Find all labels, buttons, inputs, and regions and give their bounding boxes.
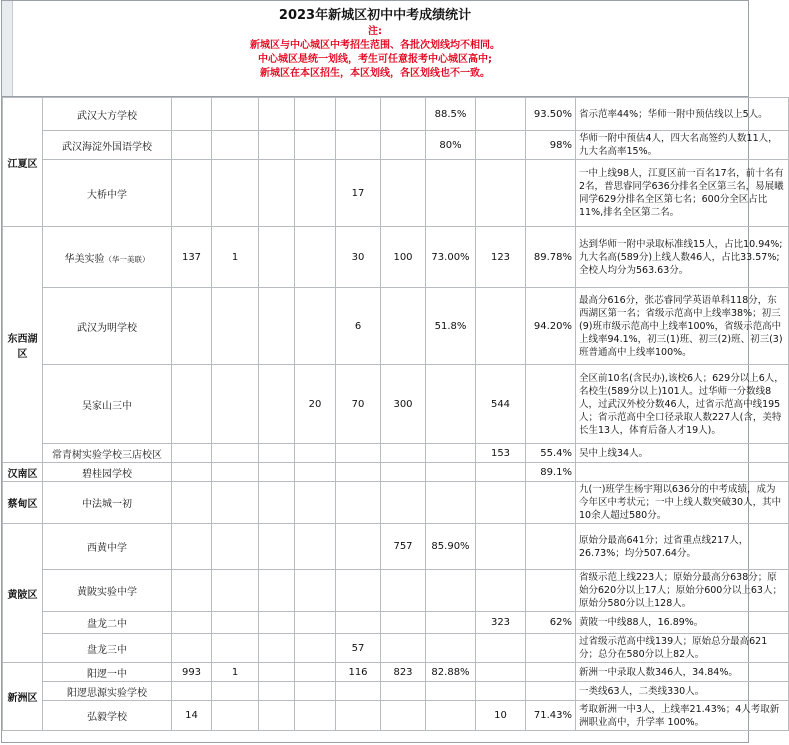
stat-cell-c2 [212, 288, 259, 365]
stat-cell-c6 [381, 288, 426, 365]
stat-cell-c2 [212, 701, 259, 731]
stat-cell-c2: 1 [212, 227, 259, 288]
stat-cell-c8: 123 [476, 227, 526, 288]
stat-cell-c9 [526, 482, 576, 524]
stat-cell-c3 [259, 482, 295, 524]
stat-cell-c4 [295, 612, 336, 634]
stat-cell-c8 [476, 288, 526, 365]
stat-cell-c4 [295, 98, 336, 131]
stat-cell-c1 [172, 463, 212, 482]
stat-cell-c8 [476, 98, 526, 131]
remark-cell: 过省级示范高中线139人；原始总分最高621分；总分在580分以上82人。 [576, 634, 789, 663]
stat-cell-c8 [476, 160, 526, 227]
stat-cell-c4 [295, 682, 336, 701]
stat-cell-c6: 757 [381, 524, 426, 570]
stat-cell-c2 [212, 482, 259, 524]
stat-cell-c8 [476, 682, 526, 701]
stat-cell-c4 [295, 444, 336, 463]
remark-cell: 一中上线98人，江夏区前一百名17名，前十名有2名，普思睿同学636分排名全区第三名，易展曦同学629分排名全区第七名；600分全区占比11%,排名全区第二名。 [576, 160, 789, 227]
school-name: 中法城一初 [82, 499, 132, 510]
table-row [3, 227, 789, 288]
school-name-cell [43, 227, 172, 288]
region-cell: 江夏区 [3, 98, 43, 227]
note-line-2: 中心城区是统一划线，考生可任意报考中心城区高中; [258, 54, 492, 65]
table-row [3, 634, 789, 663]
stat-cell-c6 [381, 463, 426, 482]
stat-cell-c1 [172, 634, 212, 663]
stat-cell-c7: 80% [426, 131, 476, 160]
remark-cell: 省示范率44%；华师一附中预估线以上5人。 [576, 98, 789, 131]
stat-cell-c4 [295, 463, 336, 482]
sheet-title: 2023年新城区初中中考成绩统计 [278, 8, 472, 23]
stat-cell-c5 [336, 131, 381, 160]
region-cell: 汉南区 [3, 463, 43, 482]
school-name: 吴家山三中 [82, 400, 132, 412]
school-name-cell [43, 682, 172, 701]
stat-cell-c8: 544 [476, 365, 526, 444]
remark-cell: 九(一)班学生杨宇翔以636分的中考成绩，成为今年区中考状元；一中上线人数突破30人，其中10余人超过580分。 [576, 482, 789, 524]
stat-cell-c5: 6 [336, 288, 381, 365]
remark-cell: 全区前10名(含民办),该校6人；629分以上6人，名校生(589分以上)101人。过华师一分数线8人，过武汉外校分数46人，过省示范高中线195人；省示范高中全口径录取人数227人(含，美特长生13人，体育后备人才19人)。 [576, 365, 789, 444]
school-name-cell [43, 663, 172, 682]
stat-cell-c1 [172, 524, 212, 570]
stat-cell-c3 [259, 444, 295, 463]
school-name-cell [43, 634, 172, 663]
stat-cell-c5 [336, 463, 381, 482]
stat-cell-c3 [259, 570, 295, 612]
stat-cell-c8: 10 [476, 701, 526, 731]
remark-cell: 一类线63人，二类线330人。 [576, 682, 789, 701]
school-name-cell [43, 160, 172, 227]
stat-cell-c2 [212, 570, 259, 612]
table-row [3, 444, 789, 463]
stat-cell-c5 [336, 98, 381, 131]
school-name: 黄陂实验中学 [77, 587, 137, 598]
stat-cell-c2 [212, 634, 259, 663]
stat-cell-c2 [212, 160, 259, 227]
stat-cell-c3 [259, 701, 295, 731]
stat-cell-c6 [381, 131, 426, 160]
school-tag: （华一美联） [104, 254, 150, 264]
remark-cell: 省级示范上线223人；原始分最高分638分；原始分620分以上17人；原始分600分以上63人；原始分580分以上128人。 [576, 570, 789, 612]
stat-cell-c3 [259, 98, 295, 131]
stat-cell-c7 [426, 701, 476, 731]
school-name: 武汉海淀外国语学校 [62, 141, 152, 153]
school-name: 华美实验 [64, 253, 105, 265]
stat-cell-c3 [259, 463, 295, 482]
table-row [3, 524, 789, 570]
table-row [3, 682, 789, 701]
stat-cell-c2 [212, 524, 259, 570]
stat-cell-c2 [212, 463, 259, 482]
stat-cell-c9: 62% [526, 612, 576, 634]
stat-cell-c8 [476, 663, 526, 682]
stat-cell-c5: 70 [336, 365, 381, 444]
remark-cell [576, 463, 789, 482]
stat-cell-c4 [295, 227, 336, 288]
stat-cell-c4 [295, 634, 336, 663]
table-row [3, 612, 789, 634]
stat-cell-c5: 116 [336, 663, 381, 682]
stat-cell-c7 [426, 634, 476, 663]
stat-cell-c3 [259, 612, 295, 634]
stat-cell-c6 [381, 612, 426, 634]
stat-cell-c1: 993 [172, 663, 212, 682]
stat-cell-c7 [426, 444, 476, 463]
stat-cell-c1 [172, 98, 212, 131]
region-cell: 东西湖区 [3, 227, 43, 463]
stat-cell-c8 [476, 482, 526, 524]
stat-cell-c5: 30 [336, 227, 381, 288]
table-row [3, 570, 789, 612]
stat-cell-c1 [172, 682, 212, 701]
stat-cell-c5 [336, 444, 381, 463]
stat-cell-c3 [259, 227, 295, 288]
stat-cell-c1 [172, 160, 212, 227]
stat-cell-c4 [295, 524, 336, 570]
stat-cell-c8 [476, 634, 526, 663]
stat-cell-c8: 323 [476, 612, 526, 634]
stat-cell-c5 [336, 524, 381, 570]
stat-cell-c9: 94.20% [526, 288, 576, 365]
stat-cell-c5: 57 [336, 634, 381, 663]
school-name-cell [43, 444, 172, 463]
school-name-cell [43, 288, 172, 365]
stat-cell-c1: 14 [172, 701, 212, 731]
remark-cell: 达到华师一附中录取标准线15人，占比10.94%;九大名高(589分)上线人数46人，占比33.57%;全校人均分为563.63分。 [576, 227, 789, 288]
stat-cell-c7: 73.00% [426, 227, 476, 288]
stat-cell-c2 [212, 98, 259, 131]
stat-cell-c6 [381, 482, 426, 524]
school-name: 阳逻一中 [87, 668, 127, 680]
stat-cell-c9: 55.4% [526, 444, 576, 463]
stat-cell-c3 [259, 663, 295, 682]
remark-cell: 最高分616分，张芯睿同学英语单科118分，东西湖区第一名；省级示范高中上线率38%；初三(9)班市级示范高中上线率100%，省级示范高中上线率94.1%，初三(1)班、初三(2)班、初三(3)班普通高中上线率100%。 [576, 288, 789, 365]
stat-cell-c3 [259, 365, 295, 444]
school-name: 盘龙三中 [87, 644, 127, 656]
school-name-cell [43, 482, 172, 524]
stat-cell-c9 [526, 524, 576, 570]
school-name: 常青树实验学校三店校区 [52, 449, 162, 461]
stat-cell-c2 [212, 131, 259, 160]
stat-cell-c9 [526, 682, 576, 701]
stat-cell-c7 [426, 365, 476, 444]
school-name-cell [43, 524, 172, 570]
table-row [3, 482, 789, 524]
stat-cell-c3 [259, 131, 295, 160]
stat-cell-c6 [381, 160, 426, 227]
note-label: 注: [368, 26, 382, 37]
table-body [3, 98, 789, 731]
stat-cell-c6 [381, 570, 426, 612]
stat-cell-c1 [172, 482, 212, 524]
stat-cell-c9 [526, 160, 576, 227]
stat-cell-c7: 88.5% [426, 98, 476, 131]
stat-cell-c5: 17 [336, 160, 381, 227]
stat-cell-c4 [295, 663, 336, 682]
stat-cell-c7 [426, 160, 476, 227]
school-name: 弘毅学校 [87, 712, 127, 723]
stat-cell-c8 [476, 570, 526, 612]
stat-cell-c3 [259, 524, 295, 570]
remark-cell: 新洲一中录取人数346人，34.84%。 [576, 663, 789, 682]
stat-cell-c1 [172, 131, 212, 160]
stat-cell-c7 [426, 570, 476, 612]
row-gutter [2, 1, 13, 96]
school-name-cell [43, 701, 172, 731]
remark-cell: 黄陂一中线88人，16.89%。 [576, 612, 789, 634]
table-row [3, 288, 789, 365]
stat-cell-c4 [295, 570, 336, 612]
school-name: 大桥中学 [87, 189, 127, 201]
stat-cell-c4 [295, 160, 336, 227]
stat-cell-c7 [426, 612, 476, 634]
school-name-cell [43, 98, 172, 131]
table-row [3, 98, 789, 131]
stat-cell-c9: 98% [526, 131, 576, 160]
stat-cell-c7: 85.90% [426, 524, 476, 570]
region-cell: 新洲区 [3, 663, 43, 731]
stat-cell-c6 [381, 98, 426, 131]
stat-cell-c9: 89.78% [526, 227, 576, 288]
stat-cell-c3 [259, 160, 295, 227]
school-name: 阳逻思源实验学校 [67, 687, 147, 699]
stat-cell-c1 [172, 612, 212, 634]
stat-cell-c5 [336, 570, 381, 612]
stat-cell-c7: 51.8% [426, 288, 476, 365]
sheet-header [2, 1, 748, 97]
stat-cell-c6 [381, 444, 426, 463]
stat-cell-c1: 137 [172, 227, 212, 288]
stat-cell-c9: 71.43% [526, 701, 576, 731]
stat-cell-c3 [259, 288, 295, 365]
stat-cell-c5 [336, 701, 381, 731]
school-name: 西黄中学 [87, 543, 127, 554]
stat-cell-c4 [295, 701, 336, 731]
stat-cell-c2: 1 [212, 663, 259, 682]
stat-cell-c9 [526, 570, 576, 612]
stat-cell-c2 [212, 612, 259, 634]
table-row [3, 131, 789, 160]
note-line-3: 新城区在本区招生，本区划线，各区划线也不一致。 [260, 68, 490, 79]
table-row [3, 663, 789, 682]
stat-cell-c3 [259, 682, 295, 701]
stat-cell-c9 [526, 634, 576, 663]
stat-cell-c9 [526, 365, 576, 444]
school-name-cell [43, 612, 172, 634]
school-name: 武汉为明学校 [77, 322, 137, 334]
table-row [3, 701, 789, 731]
school-name-cell [43, 365, 172, 444]
school-name-cell [43, 570, 172, 612]
stat-cell-c4 [295, 131, 336, 160]
stat-cell-c4 [295, 288, 336, 365]
stat-cell-c5 [336, 612, 381, 634]
score-table [2, 97, 789, 731]
stat-cell-c9 [526, 663, 576, 682]
table-row [3, 463, 789, 482]
stat-cell-c7: 82.88% [426, 663, 476, 682]
stat-cell-c1 [172, 570, 212, 612]
school-name: 武汉大方学校 [77, 110, 137, 122]
school-name-cell [43, 131, 172, 160]
stat-cell-c6 [381, 634, 426, 663]
stat-cell-c8 [476, 524, 526, 570]
remark-cell: 考取新洲一中3人，上线率21.43%；4人考取新洲职业高中，升学率 100%。 [576, 701, 789, 731]
stat-cell-c1 [172, 365, 212, 444]
stat-cell-c2 [212, 444, 259, 463]
stat-cell-c7 [426, 482, 476, 524]
stat-cell-c6: 823 [381, 663, 426, 682]
table-row [3, 160, 789, 227]
stat-cell-c9: 89.1% [526, 463, 576, 482]
remark-cell: 华师一附中预估4人，四大名高签约人数11人，九大名高率15%。 [576, 131, 789, 160]
region-cell: 黄陂区 [3, 524, 43, 663]
stat-cell-c7 [426, 463, 476, 482]
stat-cell-c4: 20 [295, 365, 336, 444]
stat-cell-c6: 100 [381, 227, 426, 288]
stat-cell-c4 [295, 482, 336, 524]
stat-cell-c9: 93.50% [526, 98, 576, 131]
school-name-cell [43, 463, 172, 482]
remark-cell: 吴中上线34人。 [576, 444, 789, 463]
region-cell: 蔡甸区 [3, 482, 43, 524]
stat-cell-c6: 300 [381, 365, 426, 444]
stat-cell-c8 [476, 131, 526, 160]
stat-cell-c5 [336, 482, 381, 524]
school-name: 碧桂园学校 [82, 468, 132, 480]
note-line-1: 新城区与中心城区中考招生范围、各批次划线均不相同。 [250, 40, 500, 51]
stat-cell-c2 [212, 682, 259, 701]
remark-cell: 原始分最高641分；过省重点线217人，26.73%；均分507.64分。 [576, 524, 789, 570]
stat-cell-c1 [172, 444, 212, 463]
stat-cell-c3 [259, 634, 295, 663]
score-sheet [1, 0, 784, 743]
stat-cell-c6 [381, 682, 426, 701]
school-name: 盘龙二中 [87, 619, 127, 630]
stat-cell-c1 [172, 288, 212, 365]
stat-cell-c7 [426, 682, 476, 701]
stat-cell-c8 [476, 463, 526, 482]
stat-cell-c2 [212, 365, 259, 444]
table-row [3, 365, 789, 444]
stat-cell-c6 [381, 701, 426, 731]
stat-cell-c8: 153 [476, 444, 526, 463]
stat-cell-c5 [336, 682, 381, 701]
